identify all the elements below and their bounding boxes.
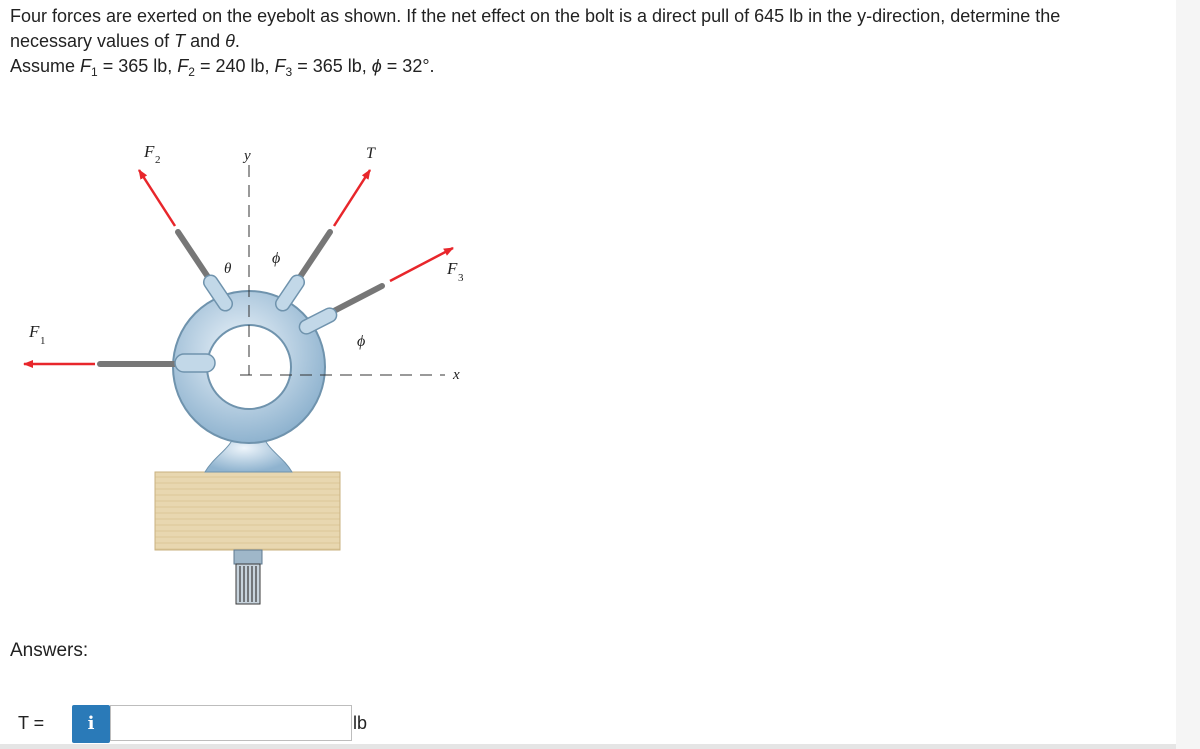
wood-block (155, 472, 340, 550)
problem-line-1: Four forces are exerted on the eyebolt as shown. If the net effect on the bolt is a direct pull of 645 lb in the y-direction, determine the (10, 6, 1061, 26)
problem-statement (10, 4, 1170, 85)
arrow-f3 (390, 248, 453, 281)
problem-assumptions: Assume $F_1 = 365$ lb, $F_2 = 240$ lb, $F_3 = 365$ lb, ϕ = 32°. (10, 56, 435, 79)
answers-heading: Answers: (10, 640, 89, 661)
info-icon[interactable]: i (72, 705, 110, 743)
answer-t-input[interactable] (110, 705, 352, 741)
label-f2: F (144, 142, 155, 161)
label-phi-right: ϕ (357, 333, 366, 350)
arrow-f2 (139, 170, 175, 226)
answer-t-unit: lb (353, 713, 368, 733)
problem-line-2: necessary values of T and θ. (10, 31, 240, 51)
label-x: x (453, 367, 460, 383)
label-y: y (244, 148, 251, 164)
bottom-divider (0, 744, 1176, 749)
label-phi-top: ϕ (272, 250, 281, 267)
label-f1: F (29, 322, 40, 341)
label-t: T (366, 145, 375, 162)
answer-t-label: T = (18, 713, 45, 733)
label-theta: θ (224, 261, 232, 277)
label-f3: F (447, 259, 458, 278)
label-f2-sub: 2 (155, 154, 161, 166)
bolt-shank (234, 550, 262, 564)
answer-row-t (10, 703, 410, 743)
eyebolt-figure (0, 130, 520, 620)
arrow-t (334, 170, 370, 226)
label-f1-sub: 1 (40, 335, 46, 347)
page-right-gutter (1176, 0, 1200, 749)
label-f3-sub: 3 (458, 272, 464, 284)
